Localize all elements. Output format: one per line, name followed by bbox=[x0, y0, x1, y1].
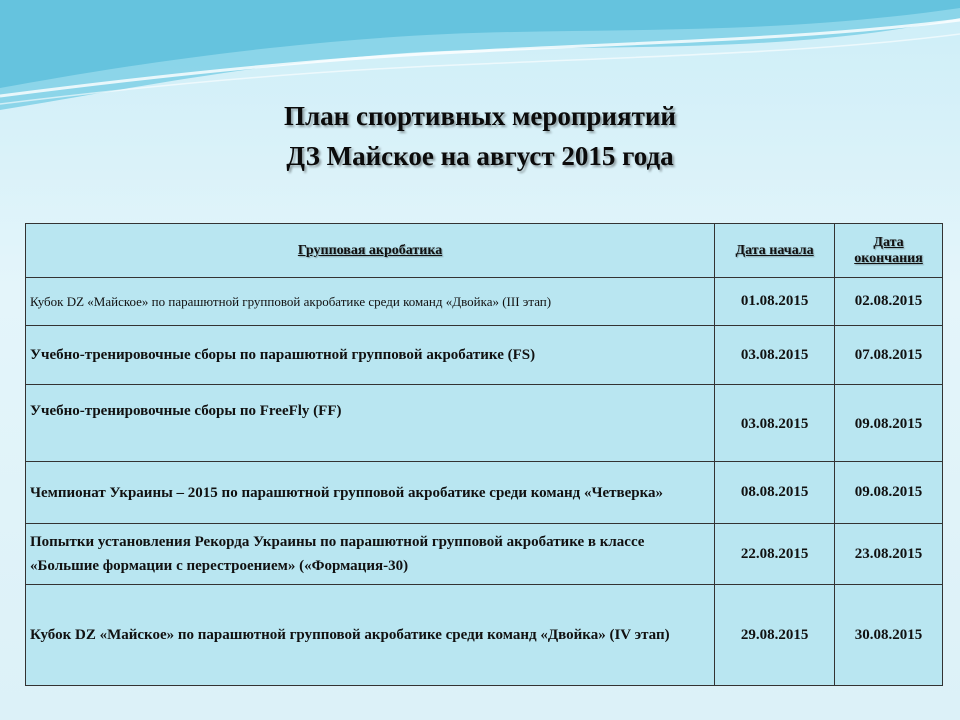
event-name: Кубок DZ «Майское» по парашютной групповой акробатике среди команд «Двойка» (IV этап) bbox=[26, 585, 715, 686]
end-date: 02.08.2015 bbox=[835, 278, 943, 326]
end-date: 09.08.2015 bbox=[835, 385, 943, 462]
end-date: 23.08.2015 bbox=[835, 524, 943, 585]
event-name: Чемпионат Украины – 2015 по парашютной групповой акробатике среди команд «Четверка» bbox=[26, 462, 715, 524]
title-line-2: ДЗ Майское на август 2015 года bbox=[286, 141, 674, 171]
start-date: 22.08.2015 bbox=[715, 524, 835, 585]
header-end-date bbox=[835, 224, 943, 278]
event-name: Попытки установления Рекорда Украины по парашютной групповой акробатике в классе «Большие формации с перестроением» («Формация-30) bbox=[26, 524, 715, 585]
header-event: Групповая акробатика bbox=[26, 224, 715, 278]
start-date: 03.08.2015 bbox=[715, 326, 835, 385]
table-row bbox=[26, 524, 943, 585]
events-table bbox=[25, 223, 943, 686]
table-row bbox=[26, 278, 943, 326]
header-end-line-1: Дата bbox=[873, 234, 904, 250]
start-date: 03.08.2015 bbox=[715, 385, 835, 462]
start-date: 01.08.2015 bbox=[715, 278, 835, 326]
end-date: 09.08.2015 bbox=[835, 462, 943, 524]
table-row bbox=[26, 462, 943, 524]
event-name: Учебно-тренировочные сборы по FreeFly (FF) bbox=[26, 385, 715, 462]
header-end-line-2: окончания bbox=[854, 250, 923, 266]
table-row bbox=[26, 326, 943, 385]
title-line-1: План спортивных мероприятий bbox=[284, 101, 676, 131]
table-row bbox=[26, 585, 943, 686]
end-date: 07.08.2015 bbox=[835, 326, 943, 385]
start-date: 29.08.2015 bbox=[715, 585, 835, 686]
start-date: 08.08.2015 bbox=[715, 462, 835, 524]
header-start-date: Дата начала bbox=[715, 224, 835, 278]
end-date: 30.08.2015 bbox=[835, 585, 943, 686]
event-name: Кубок DZ «Майское» по парашютной групповой акробатике среди команд «Двойка» (III этап) bbox=[26, 278, 715, 326]
table-header-row bbox=[26, 224, 943, 278]
event-name: Учебно-тренировочные сборы по парашютной групповой акробатике (FS) bbox=[26, 326, 715, 385]
page-title bbox=[0, 96, 960, 176]
table-row bbox=[26, 385, 943, 462]
